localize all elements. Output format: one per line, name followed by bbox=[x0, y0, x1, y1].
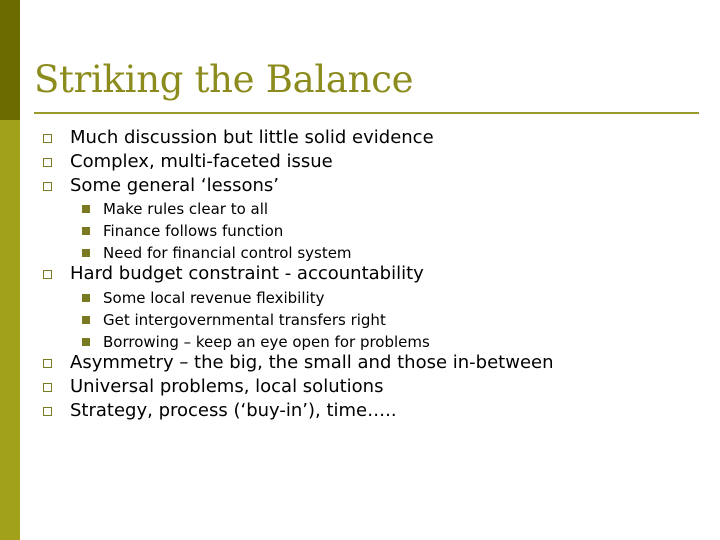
hollow-square-bullet-icon bbox=[43, 407, 52, 416]
bullet-item: Some general ‘lessons’ bbox=[70, 175, 279, 196]
bullet-item: Universal problems, local solutions bbox=[70, 376, 384, 397]
filled-square-bullet-icon bbox=[82, 338, 90, 346]
hollow-square-bullet-icon bbox=[43, 134, 52, 143]
bullet-item: Hard budget constraint - accountability bbox=[70, 263, 424, 284]
sub-bullet-item: Get intergovernmental transfers right bbox=[103, 311, 386, 329]
sub-bullet-item: Finance follows function bbox=[103, 222, 284, 240]
hollow-square-bullet-icon bbox=[43, 158, 52, 167]
hollow-square-bullet-icon bbox=[43, 383, 52, 392]
sub-bullet-item: Borrowing – keep an eye open for problems bbox=[103, 333, 430, 351]
filled-square-bullet-icon bbox=[82, 316, 90, 324]
bullet-item: Strategy, process (‘buy-in’), time….. bbox=[70, 400, 397, 421]
hollow-square-bullet-icon bbox=[43, 270, 52, 279]
sub-bullet-item: Some local revenue flexibility bbox=[103, 289, 325, 307]
hollow-square-bullet-icon bbox=[43, 359, 52, 368]
bullet-item: Asymmetry – the big, the small and those in-between bbox=[70, 352, 554, 373]
hollow-square-bullet-icon bbox=[43, 182, 52, 191]
bullet-item: Complex, multi-faceted issue bbox=[70, 151, 333, 172]
sub-bullet-item: Make rules clear to all bbox=[103, 200, 269, 218]
slide-title: Striking the Balance bbox=[34, 58, 414, 101]
sub-bullet-item: Need for financial control system bbox=[103, 244, 352, 262]
filled-square-bullet-icon bbox=[82, 205, 90, 213]
bullet-item: Much discussion but little solid evidence bbox=[70, 127, 434, 148]
filled-square-bullet-icon bbox=[82, 227, 90, 235]
filled-square-bullet-icon bbox=[82, 294, 90, 302]
filled-square-bullet-icon bbox=[82, 249, 90, 257]
